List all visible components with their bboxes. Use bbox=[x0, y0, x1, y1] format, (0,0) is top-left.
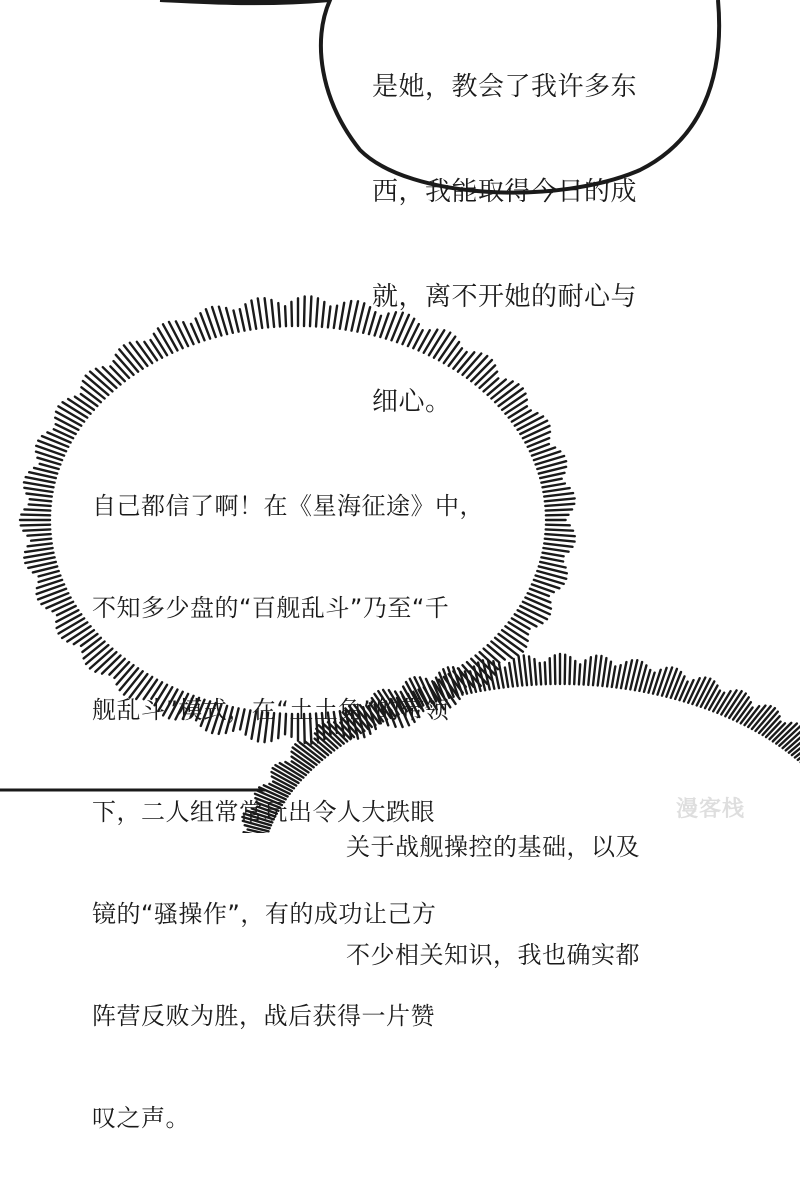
bubble-spike bbox=[514, 659, 518, 686]
bubble-spike bbox=[545, 498, 575, 501]
bubble-spike bbox=[114, 361, 130, 378]
bubble-spike bbox=[515, 614, 537, 626]
bubble-spike bbox=[176, 321, 188, 346]
bubble-spike bbox=[525, 598, 551, 609]
bubble-spike bbox=[74, 630, 94, 644]
bubble-spike bbox=[509, 663, 513, 686]
bubble-spike bbox=[546, 509, 572, 510]
bubble-spike bbox=[322, 302, 325, 327]
bubble-middle-line: 舰乱斗”模式，在“土土兔”的带领 bbox=[92, 696, 450, 724]
bubble-spike bbox=[541, 557, 563, 561]
bubble-bottom-text bbox=[346, 757, 640, 1045]
bubble-middle-line: 下，二人组常常玩出令人大跌眼 bbox=[92, 798, 435, 826]
bubble-spike bbox=[56, 610, 78, 622]
bubble-spike bbox=[291, 302, 292, 326]
bubble-spike bbox=[543, 548, 568, 552]
bubble-spike bbox=[265, 298, 269, 327]
bubble-spike bbox=[546, 529, 573, 530]
bubble-spike bbox=[509, 622, 528, 634]
bubble-spike bbox=[550, 658, 551, 684]
bubble-spike bbox=[616, 665, 620, 687]
bubble-spike bbox=[310, 296, 311, 326]
bubble-top-line: 细心。 bbox=[372, 387, 452, 417]
bubble-spike bbox=[545, 662, 546, 684]
bubble-spike bbox=[334, 306, 337, 328]
bubble-spike bbox=[28, 543, 52, 546]
bubble-spike bbox=[544, 493, 573, 497]
bubble-spike bbox=[545, 534, 575, 536]
bubble-spike bbox=[55, 418, 78, 430]
bubble-spike bbox=[304, 296, 305, 326]
bubble-spike bbox=[684, 680, 694, 701]
bubble-spike bbox=[524, 655, 527, 685]
bubble-spike bbox=[258, 298, 262, 328]
bubble-spike bbox=[543, 553, 564, 557]
bubble-spike bbox=[607, 662, 611, 687]
watermark-logo: 漫客栈 bbox=[676, 797, 746, 822]
bubble-spike bbox=[154, 334, 167, 355]
bubble-spike bbox=[144, 342, 157, 360]
bubble-spike bbox=[278, 303, 280, 326]
bubble-spike bbox=[234, 311, 239, 332]
bubble-spike bbox=[505, 668, 508, 687]
bubble-spike bbox=[163, 324, 178, 350]
bubble-spike bbox=[357, 303, 364, 331]
bubble-spike bbox=[675, 676, 684, 699]
bubble-spike bbox=[574, 661, 575, 684]
bubble-spike bbox=[612, 666, 616, 687]
bubble-spike bbox=[484, 649, 500, 663]
bubble-spike bbox=[285, 306, 286, 326]
bubble-spike bbox=[271, 300, 274, 327]
bubble-spike bbox=[544, 543, 572, 546]
bubble-spike bbox=[39, 571, 59, 576]
bubble-spike bbox=[570, 657, 571, 684]
bubble-spike bbox=[24, 553, 53, 558]
bubble-spike bbox=[23, 529, 50, 530]
bubble-spike bbox=[169, 322, 183, 348]
bubble-spike bbox=[81, 387, 101, 402]
bubble-spike bbox=[30, 499, 52, 501]
bubble-spike bbox=[42, 436, 68, 447]
bubble-spike bbox=[31, 539, 51, 541]
bubble-spike bbox=[41, 593, 68, 604]
bubble-spike bbox=[579, 664, 580, 684]
bubble-middle-line: 镜的“骚操作”，有的成功让己方 bbox=[92, 900, 437, 928]
bubble-spike bbox=[545, 539, 575, 542]
bubble-spike bbox=[245, 304, 250, 329]
bubble-bottom-line: 不少相关知识，我也确实都 bbox=[346, 941, 640, 969]
bubble-spike bbox=[158, 328, 172, 352]
bubble-spike bbox=[21, 525, 50, 526]
bubble-middle-line: 自己都信了啊！在《星海征途》中， bbox=[92, 492, 484, 520]
bubble-spike bbox=[545, 504, 574, 506]
bubble-spike bbox=[328, 307, 331, 328]
bubble-spike bbox=[340, 303, 344, 329]
bubble-spike bbox=[21, 515, 50, 516]
bubble-spike bbox=[316, 298, 318, 326]
bubble-spike bbox=[363, 307, 370, 333]
bubble-spike bbox=[137, 342, 152, 363]
bubble-spike bbox=[24, 488, 52, 492]
bubble-spike bbox=[40, 464, 59, 469]
bubble-spike bbox=[251, 301, 256, 329]
bubble-spike bbox=[352, 301, 359, 330]
bubble-spike bbox=[565, 655, 566, 684]
bubble-spike bbox=[529, 656, 532, 685]
bubble-spike bbox=[25, 548, 52, 552]
bubble-top-line: 就，离不开她的耐心与 bbox=[372, 282, 638, 312]
bubble-middle-line: 叹之声。 bbox=[92, 1104, 190, 1132]
bubble-spike bbox=[26, 494, 51, 497]
bubble-spike bbox=[29, 504, 51, 506]
bubble-spike bbox=[226, 308, 233, 333]
bubble-spike bbox=[488, 645, 505, 660]
bubble-spike bbox=[602, 658, 606, 686]
bubble-spike bbox=[38, 441, 66, 452]
bubble-spike bbox=[555, 655, 556, 684]
bubble-spike bbox=[499, 664, 504, 688]
bubble-spike bbox=[27, 534, 50, 536]
bubble-spike bbox=[38, 589, 66, 600]
bubble-spike bbox=[593, 656, 596, 686]
bubble-spike bbox=[588, 657, 591, 685]
bubble-top-line: 西，我能取得今日的成 bbox=[372, 177, 638, 207]
bubble-spike bbox=[240, 309, 245, 330]
bubble-spike bbox=[519, 656, 523, 685]
bubble-spike bbox=[584, 660, 586, 684]
bubble-spike bbox=[24, 509, 50, 510]
bubble-spike bbox=[75, 397, 94, 410]
bubble-spike bbox=[540, 663, 541, 685]
bubble-spike bbox=[46, 598, 70, 609]
bubble-spike bbox=[81, 394, 98, 406]
bubble-spike bbox=[346, 301, 352, 330]
bubble-spike bbox=[546, 525, 570, 526]
bubble-spike bbox=[662, 668, 672, 696]
bubble-spike bbox=[598, 656, 602, 686]
bubble-bottom-line: 关于战舰操控的基础，以及 bbox=[346, 833, 640, 861]
bubble-top-text bbox=[372, 0, 637, 490]
bubble-spike bbox=[24, 482, 54, 487]
bubble-middle-line: 不知多少盘的“百舰乱斗”乃至“千 bbox=[92, 594, 450, 622]
bubble-top-line: 是她，教会了我许多东 bbox=[372, 72, 638, 102]
bubble-spike bbox=[110, 366, 124, 381]
bubble-spike bbox=[671, 672, 681, 698]
bubble-middle-line: 阵营反败为胜，战后获得一片赞 bbox=[92, 1002, 435, 1030]
bubble-spike bbox=[534, 659, 536, 685]
bubble-spike bbox=[546, 515, 569, 516]
